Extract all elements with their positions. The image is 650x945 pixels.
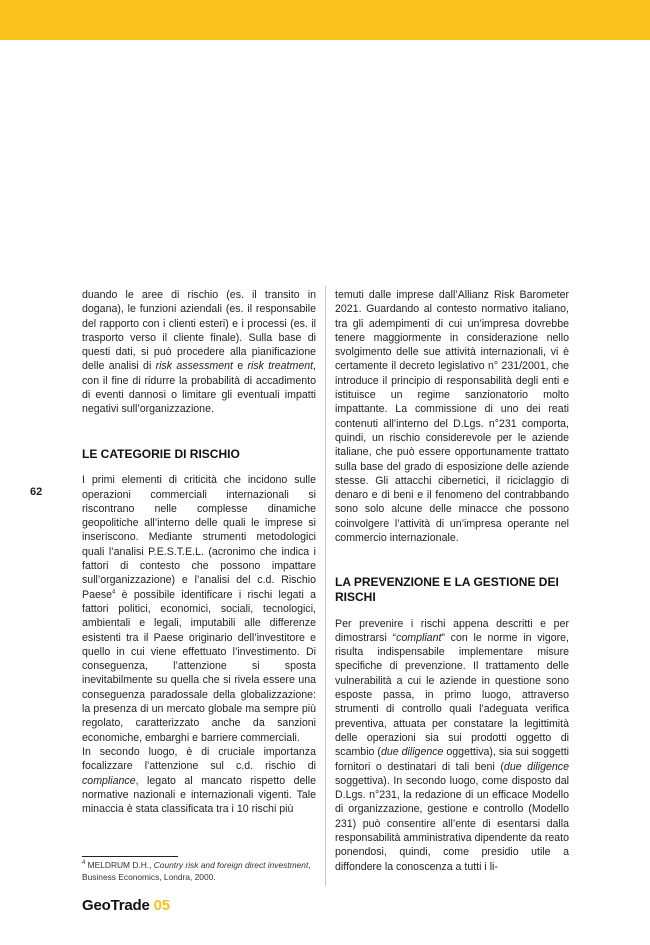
text-run: oggettiva), sia sui soggetti fornitori o destinatari di tali beni ( (335, 746, 569, 773)
italic-run: due diligence (503, 760, 569, 773)
text-run: è possibile identificare i rischi legati a fattori politici, economici, sociali, tecnologici, ambientali e legali, imputabili alle differenze esistenti tra il Paese originario dell’investitore e quello in cui viene effettuato l’investimento. Di conseguenza, l’attenzione si sposta inevitabilmente su quella che si rivela essere una conseguenza paradossale della globalizzazione: la presenza di un mercato globale ma sempre più regolato, caratterizzato anche da sanzioni economiche, embarghi e barriere commerciali. (82, 588, 316, 744)
text-run: , Business Economics, Londra, 2000. (82, 860, 311, 882)
section-heading: LA PREVENZIONE E LA GESTIONE DEI RISCHI (335, 575, 559, 604)
text-run: duando le aree di rischio (es. il transito in dogana), le funzioni aziendali (es. il responsabile del rapporto con i clienti esteri) e i processi (es. il trasporto verso il cliente finale). Sulla base di questi dati, si può procedere alla pianificazione delle analisi di (82, 289, 316, 373)
section-heading: LE CATEGORIE DI RISCHIO (82, 446, 240, 461)
italic-run: risk assessment (155, 360, 233, 373)
column-divider (325, 286, 326, 886)
brand-issue: 05 (153, 897, 170, 914)
italic-run: compliance (82, 774, 136, 787)
italic-run: compliant (396, 631, 442, 644)
text-run: I primi elementi di criticità che incidono sulle operazioni commerciali internazionali si riscontrano nelle complesse dinamiche geopolitiche all’interno delle quali le imprese si inseriscono. Mediante strumenti metodologici quali l’analisi P.E.S.T.E.L. (acronimo che indica i fattori di contesto che possono impattare sull’organizzazione) e l’analisi del c.d. Rischio Paese (82, 474, 316, 601)
top-color-band (0, 0, 650, 40)
text-run: MELDRUM D.H., (85, 860, 154, 870)
italic-run: due diligence (380, 746, 444, 759)
footnote-rule (82, 856, 178, 857)
text-run: temuti dalle imprese dall’Allianz Risk Barometer 2021. Guardando al contesto normativo italiano, tra gli adempimenti di cui un’impresa dovrebbe tenere maggiormente in considerazione nello svolgimento delle sue attività internazionali, vi è certamente il decreto legislativo n° 231/2001, che introduce il principio di responsabilità degli enti e istituisce un regime sanzionatorio molto impattante. La commissione di uno dei reati contenuti all’interno del D.Lgs. n°231 comporta, quindi, un rischio considerevole per le aziende italiane, che può essere opportunamente trattato sulla base del grado di esposizione delle aziende stesse. Gli attacchi cibernetici, il riciclaggio di denaro e di beni e il fenomeno del contrabbando sono solo alcune delle minacce che possono coinvolgere l’attività di un’impresa operante nel commercio internazionale. (335, 289, 569, 545)
page-number: 62 (30, 486, 43, 498)
footnote-ref: 4 (112, 589, 116, 596)
paragraph (335, 288, 569, 545)
brand-name: GeoTrade (82, 897, 150, 914)
italic-run: Country risk and foreign direct investment (153, 860, 309, 870)
text-run: , con il fine di ridurre la probabilità di accadimento di eventi dannosi o limitare gli eventuali impatti negativi sull’organizzazione. (82, 360, 316, 416)
text-run: e (232, 360, 248, 373)
paragraph (335, 617, 569, 874)
text-run: soggettiva). In secondo luogo, come disposto dal D.Lgs. n°231, la redazione di un efficace Modello di organizzazione, gestione e controllo (Modello 231) può consentire all’ente di esentarsi dalla responsabilità amministrativa dipendente da reato ponendosi, quindi, come presidio utile a diffondere la conoscenza a tutti i li- (335, 774, 569, 873)
footnote (82, 860, 316, 883)
paragraph (82, 288, 316, 417)
italic-run: risk treatment (247, 360, 314, 373)
text-run: ” con le norme in vigore, risulta indispensabile implementare misure specifiche di prevenzione. Il trattamento delle vulnerabilità a cui le aziende in questione sono esposte passa, in primo luogo, attraverso strumenti di controllo quali l’adeguata verifica preventiva, attuata per constatare la legittimità delle operazioni sia sui prodotti oggetto di scambio ( (335, 631, 569, 759)
text-run: Per prevenire i rischi appena descritti e per dimostrarsi “ (335, 617, 569, 644)
text-run: , legato al mancato rispetto delle normative nazionali e internazionali vigenti. Tale minaccia è stata classificata tra i 10 rischi più (82, 774, 316, 816)
text-run: In secondo luogo, è di cruciale importanza focalizzare l’attenzione sul c.d. rischio di (82, 745, 316, 773)
left-column (82, 288, 316, 816)
brand-logo (82, 897, 170, 914)
right-column (335, 288, 569, 874)
footnote-ref: 4 (82, 860, 86, 867)
footnote-text (82, 860, 316, 883)
paragraph (82, 473, 316, 745)
paragraph (82, 745, 316, 816)
